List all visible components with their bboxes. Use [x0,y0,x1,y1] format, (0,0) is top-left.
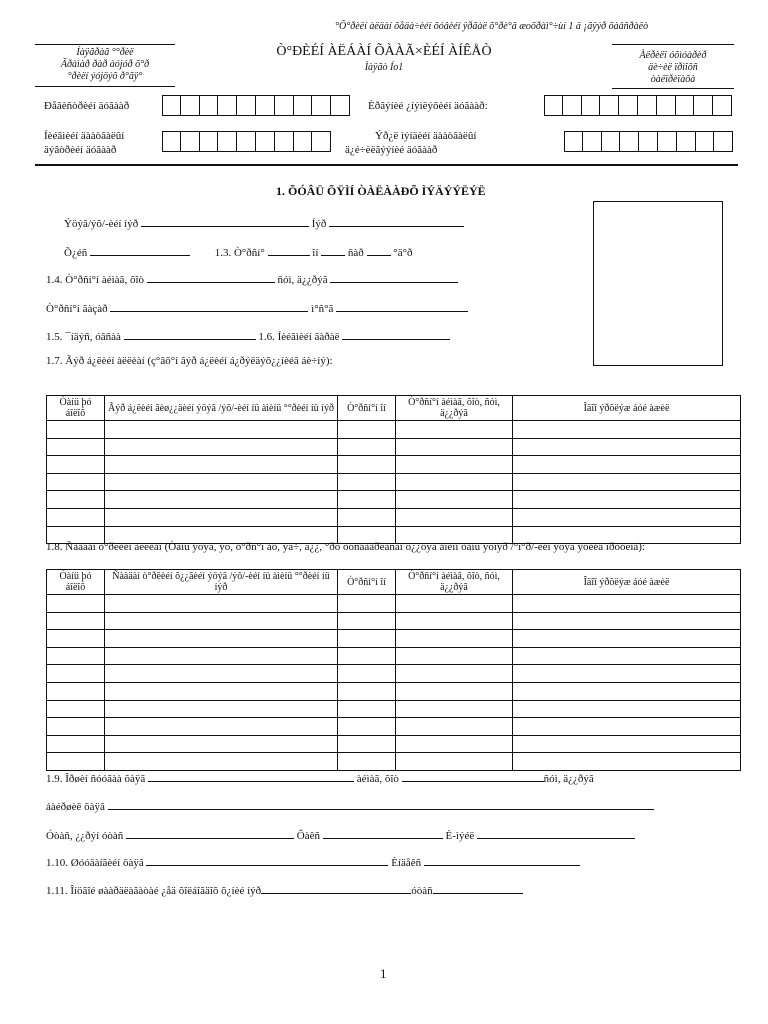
health-insurance-label-1: Ýð¿ë ìýíäèéí äààòãàëûí [375,130,477,142]
relatives-table-cell[interactable] [513,718,741,736]
id-card-number-label: Èðãýíèé ¿íýìëýõèéí äóãààð: [368,100,488,112]
soum-label: ñóì, ä¿¿ðýã [543,773,594,785]
top-note: °Õ°ðèëí àëäàí õåäà÷èéí õóâèéí ÿðãàë õ°ðè°ã æoõðàì°÷ùí 1 ä ¡ãÿýð õàâñðàëò [335,21,649,32]
address-row [46,769,594,785]
birthplace-soum-input[interactable] [330,270,458,283]
birthplace2-label: Ò°ðñí°í ãàçàð [46,303,108,315]
social-insurance-boxes[interactable] [162,131,331,152]
birthplace-aimag-input[interactable] [147,270,275,283]
month-label: ñàð [347,247,364,259]
relatives-col-job: Îäîî ýðõëýæ áóé àæèë [513,570,741,595]
right-org-line-2: äè÷èë ïðìîõñ [648,62,698,73]
left-org-bottom-line [35,86,175,87]
relatives-table [46,569,741,771]
origin-input[interactable] [124,327,256,340]
phone-input[interactable] [126,826,294,839]
birthplace-row [46,270,458,286]
mail-row [46,853,580,869]
q18-text: 1.8. Ñààäàí ò°ðëèéí àëëèàí (Òàíü ýöýã, ýõ, ò°ðñ°í àõ, ýã÷, ä¿¿, °ðõ òóñãààðëàñàí õ¿¿õýä áîëîí òàíü ýõíýð /°í°ð/-èéí ýöýã ýõèéã îðóóëíà): [46,541,645,553]
relatives-table-cell[interactable] [513,735,741,753]
family-col-name: Ãýð á¿ëèéí ãèø¿¿äèéí ýöýã /ýõ/-èéí íü àìèíü °°ðèéí íü íýð [105,396,338,421]
relatives-table-cell[interactable] [105,682,338,700]
relatives-table-cell[interactable] [513,700,741,718]
right-org-line-3: òàëïðèïàõà [650,74,696,85]
family-table-cell[interactable] [47,421,105,439]
relatives-table-cell[interactable] [396,682,513,700]
right-org-line-1: Àëðèëï óõìóàðèð [639,50,707,61]
family-table-body [47,421,741,544]
relatives-table-cell[interactable] [47,612,105,630]
left-org-block [35,47,175,83]
relatives-table-cell[interactable] [338,718,396,736]
relatives-col-name: Ñààäàí ò°ðëèéí õ¿¿ãèéí ýöýã /ýõ/-èéí íü àìèíü °°ðèéí íü íýð [105,570,338,595]
family-table-cell[interactable] [513,508,741,526]
year-label: îí [312,247,319,259]
relatives-table-cell[interactable] [105,700,338,718]
left-org-line-2: Ãðàìàð ðàð àójóð õ°ð [60,59,150,70]
origin-row [46,327,450,343]
relatives-table-cell[interactable] [338,735,396,753]
family-table-cell[interactable] [396,508,513,526]
relatives-table-cell[interactable] [47,753,105,771]
location-label: áàéðøèë õàÿã [46,801,105,813]
right-org-top-line [612,44,734,45]
relatives-table-cell[interactable] [396,647,513,665]
family-table-cell[interactable] [338,473,396,491]
relatives-table-cell[interactable] [105,647,338,665]
relatives-table-cell[interactable] [396,735,513,753]
family-table-cell[interactable] [513,438,741,456]
phone-label: Óòàñ, ¿¿ðýí óòàñ [46,830,124,842]
sex-input[interactable] [90,243,190,256]
social-insurance-label-2: äýâòðèéí äóãààð [44,144,117,156]
relatives-table-cell[interactable] [396,753,513,771]
id-card-number-boxes[interactable] [544,95,732,116]
postal-input[interactable] [424,853,580,866]
right-org-block [612,50,734,86]
relatives-table-cell[interactable] [105,718,338,736]
family-table-cell[interactable] [513,456,741,474]
email-input[interactable] [477,826,635,839]
relatives-table-cell[interactable] [47,718,105,736]
relatives-table-cell[interactable] [396,665,513,683]
surname-row [64,214,464,230]
family-col-birthplace: Ò°ðñí°í àéìàã, õîò, ñóì, ä¿¿ðýã [396,396,513,421]
family-col-year: Ò°ðñí°í îí [338,396,396,421]
relatives-table-cell[interactable] [396,595,513,613]
q17-text: 1.7. Ãýð á¿ëèéí àëëèàí (ç°âõ°í ãýð á¿ëèéí á¿ðýëäýõ¿¿íèéã áè÷íý): [46,355,333,367]
family-table-cell[interactable] [513,491,741,509]
health-insurance-label [345,129,476,157]
relatives-table-cell[interactable] [513,665,741,683]
family-col-job: Îäîî ýðõëýæ áóé àæèë [513,396,741,421]
origin-label: 1.5. ¯íäýñ, óãñàà [46,331,121,343]
family-table-row [47,473,741,491]
social-insurance-label [44,129,124,157]
emergency-row [46,881,523,897]
family-table-cell[interactable] [105,491,338,509]
fax-label: Ôàêñ [296,830,320,842]
name-input[interactable] [329,214,464,227]
right-org-bottom-line [612,88,734,89]
social-insurance-label-1: Íèéãìèéí äààòãàëûí [44,130,125,142]
reg-number-label: Ðåãèñòðèéí äóãààð [44,100,130,112]
relatives-table-cell[interactable] [338,700,396,718]
relatives-table-cell[interactable] [396,718,513,736]
family-table-cell[interactable] [338,508,396,526]
email-label: È-ìýéë [445,830,475,842]
relatives-table-cell[interactable] [338,665,396,683]
surname-input[interactable] [141,214,309,227]
family-table [46,395,741,544]
location-input[interactable] [108,797,654,810]
family-table-cell[interactable] [105,438,338,456]
family-table-cell[interactable] [338,421,396,439]
district-label: ñóì, ä¿¿ðýã [277,274,328,286]
birth-month-input[interactable] [321,243,345,256]
sex-birth-row [64,243,412,259]
birthplace-label: 1.4. Ò°ðñí°í àéìàã, õîò [46,274,144,286]
reg-number-boxes[interactable] [162,95,350,116]
birth-date-label: 1.3. Ò°ðñí° [214,247,265,259]
surname-label: Ýöýã/ýõ/-èéí íýð [64,218,139,230]
name-label: Íýð [311,218,327,230]
relatives-table-row [47,612,741,630]
family-table-cell[interactable] [47,473,105,491]
relatives-table-cell[interactable] [396,700,513,718]
contact-row [46,826,635,842]
relatives-table-cell[interactable] [105,630,338,648]
mail-address-input[interactable] [146,853,388,866]
form-title: Ò°ÐÈÉÍ ÀËÁÀÍ ÕÀÀÃ×ÈÉÍ ÀÍÊÅÒ [276,44,492,59]
relatives-table-row [47,753,741,771]
relatives-table-cell[interactable] [105,753,338,771]
relatives-table-body [47,595,741,771]
day-label: °ä°ð [393,247,413,259]
sex-label: Õ¿éñ [64,247,88,259]
family-table-row [47,421,741,439]
relatives-table-cell[interactable] [47,700,105,718]
form-number: Ìàÿãò Íо1 [364,62,404,73]
family-table-cell[interactable] [105,473,338,491]
relatives-table-row [47,735,741,753]
relatives-col-birthplace: Ò°ðñí°í àéìàã, õîò, ñóì, ä¿¿ðýã [396,570,513,595]
family-table-cell[interactable] [47,491,105,509]
ethnicity-input[interactable] [336,299,468,312]
family-table-cell[interactable] [396,473,513,491]
birthplace2-input[interactable] [110,299,308,312]
relatives-table-cell[interactable] [47,647,105,665]
family-table-cell[interactable] [105,421,338,439]
relatives-table-cell[interactable] [47,682,105,700]
relatives-table-cell[interactable] [105,595,338,613]
header-divider [35,164,738,166]
relatives-table-cell[interactable] [513,595,741,613]
health-insurance-label-2: ä¿é÷èëãýýíèé äóãààð [345,144,438,156]
health-insurance-boxes[interactable] [564,131,733,152]
relatives-table-cell[interactable] [338,682,396,700]
relatives-table-cell[interactable] [105,665,338,683]
relatives-table-cell[interactable] [105,612,338,630]
family-table-row [47,508,741,526]
family-table-row [47,438,741,456]
emergency-label: 1.11. Îíöãîé øààðäëàãàòàé ¿åä õîëáîãäîõ õ¿íèé íýð [46,885,262,897]
photo-placeholder [593,201,723,366]
birth-day-input[interactable] [367,243,391,256]
family-table-cell[interactable] [47,456,105,474]
relatives-table-cell[interactable] [47,665,105,683]
relatives-table-row [47,700,741,718]
address-input[interactable] [148,769,354,782]
family-table-cell[interactable] [396,438,513,456]
family-table-cell[interactable] [396,421,513,439]
relatives-table-row [47,647,741,665]
family-table-cell[interactable] [105,508,338,526]
family-table-row [47,491,741,509]
left-org-top-line [35,44,175,45]
page-number: 1 [380,966,387,981]
left-org-line-3: °ðèëí ýójöýõ ð°ãÿ° [67,71,143,82]
emergency-phone-label: óòàñ [411,885,433,897]
relatives-table-cell[interactable] [47,630,105,648]
family-table-cell[interactable] [396,456,513,474]
family-col-relation: Òàíü þó áîëîõ [47,396,105,421]
relatives-table-cell[interactable] [513,612,741,630]
relatives-table-cell[interactable] [338,753,396,771]
relatives-table-row [47,718,741,736]
relatives-table-cell[interactable] [47,595,105,613]
ethnicity-label: ì°ñ°ã [311,303,334,315]
aimag-input[interactable] [402,769,544,782]
relatives-table-cell[interactable] [338,595,396,613]
section1-title: 1. ÕÓÂÜ ÕŸÌÍ ÒÀËÀÀÐÕ ÌÝÄÝÝËÝË [276,184,486,198]
relatives-table-cell[interactable] [396,630,513,648]
family-table-cell[interactable] [396,491,513,509]
emergency-phone-input[interactable] [433,881,523,894]
postal-label: Èíäåêñ [391,857,422,869]
relatives-table-row [47,595,741,613]
relatives-table-cell[interactable] [338,630,396,648]
family-table-cell[interactable] [47,508,105,526]
birthplace2-row [46,299,468,315]
relatives-col-relation: Òàíü þó áîëîõ [47,570,105,595]
aimag-label: àéìàã, õîò [356,773,399,785]
family-table-cell[interactable] [47,438,105,456]
relatives-table-row [47,630,741,648]
address-label: 1.9. Îðøèí ñóóãàà õàÿã [46,773,146,785]
mail-address-label: 1.10. Øóóäàíãèéí õàÿã [46,857,144,869]
family-table-cell[interactable] [513,421,741,439]
relatives-col-year: Ò°ðñí°í îí [338,570,396,595]
family-table-cell[interactable] [513,473,741,491]
social-label: 1.6. Íèéãìèéí ãàðàë [258,331,340,343]
location-row [46,797,654,813]
family-table-cell[interactable] [338,438,396,456]
relatives-table-cell[interactable] [513,630,741,648]
family-table-cell[interactable] [338,456,396,474]
relatives-table-cell[interactable] [105,735,338,753]
emergency-name-input[interactable] [261,881,411,894]
relatives-table-cell[interactable] [338,612,396,630]
social-input[interactable] [342,327,450,340]
relatives-table-cell[interactable] [396,612,513,630]
family-table-cell[interactable] [105,456,338,474]
relatives-table-cell[interactable] [513,753,741,771]
relatives-table-cell[interactable] [513,682,741,700]
left-org-line-1: Íàÿãðàã °°ðèë [76,47,134,58]
relatives-table-cell[interactable] [338,647,396,665]
fax-input[interactable] [323,826,443,839]
birth-year-input[interactable] [268,243,310,256]
relatives-table-cell[interactable] [513,647,741,665]
relatives-table-row [47,665,741,683]
relatives-table-cell[interactable] [47,735,105,753]
family-table-cell[interactable] [338,491,396,509]
family-table-row [47,456,741,474]
relatives-table-row [47,682,741,700]
